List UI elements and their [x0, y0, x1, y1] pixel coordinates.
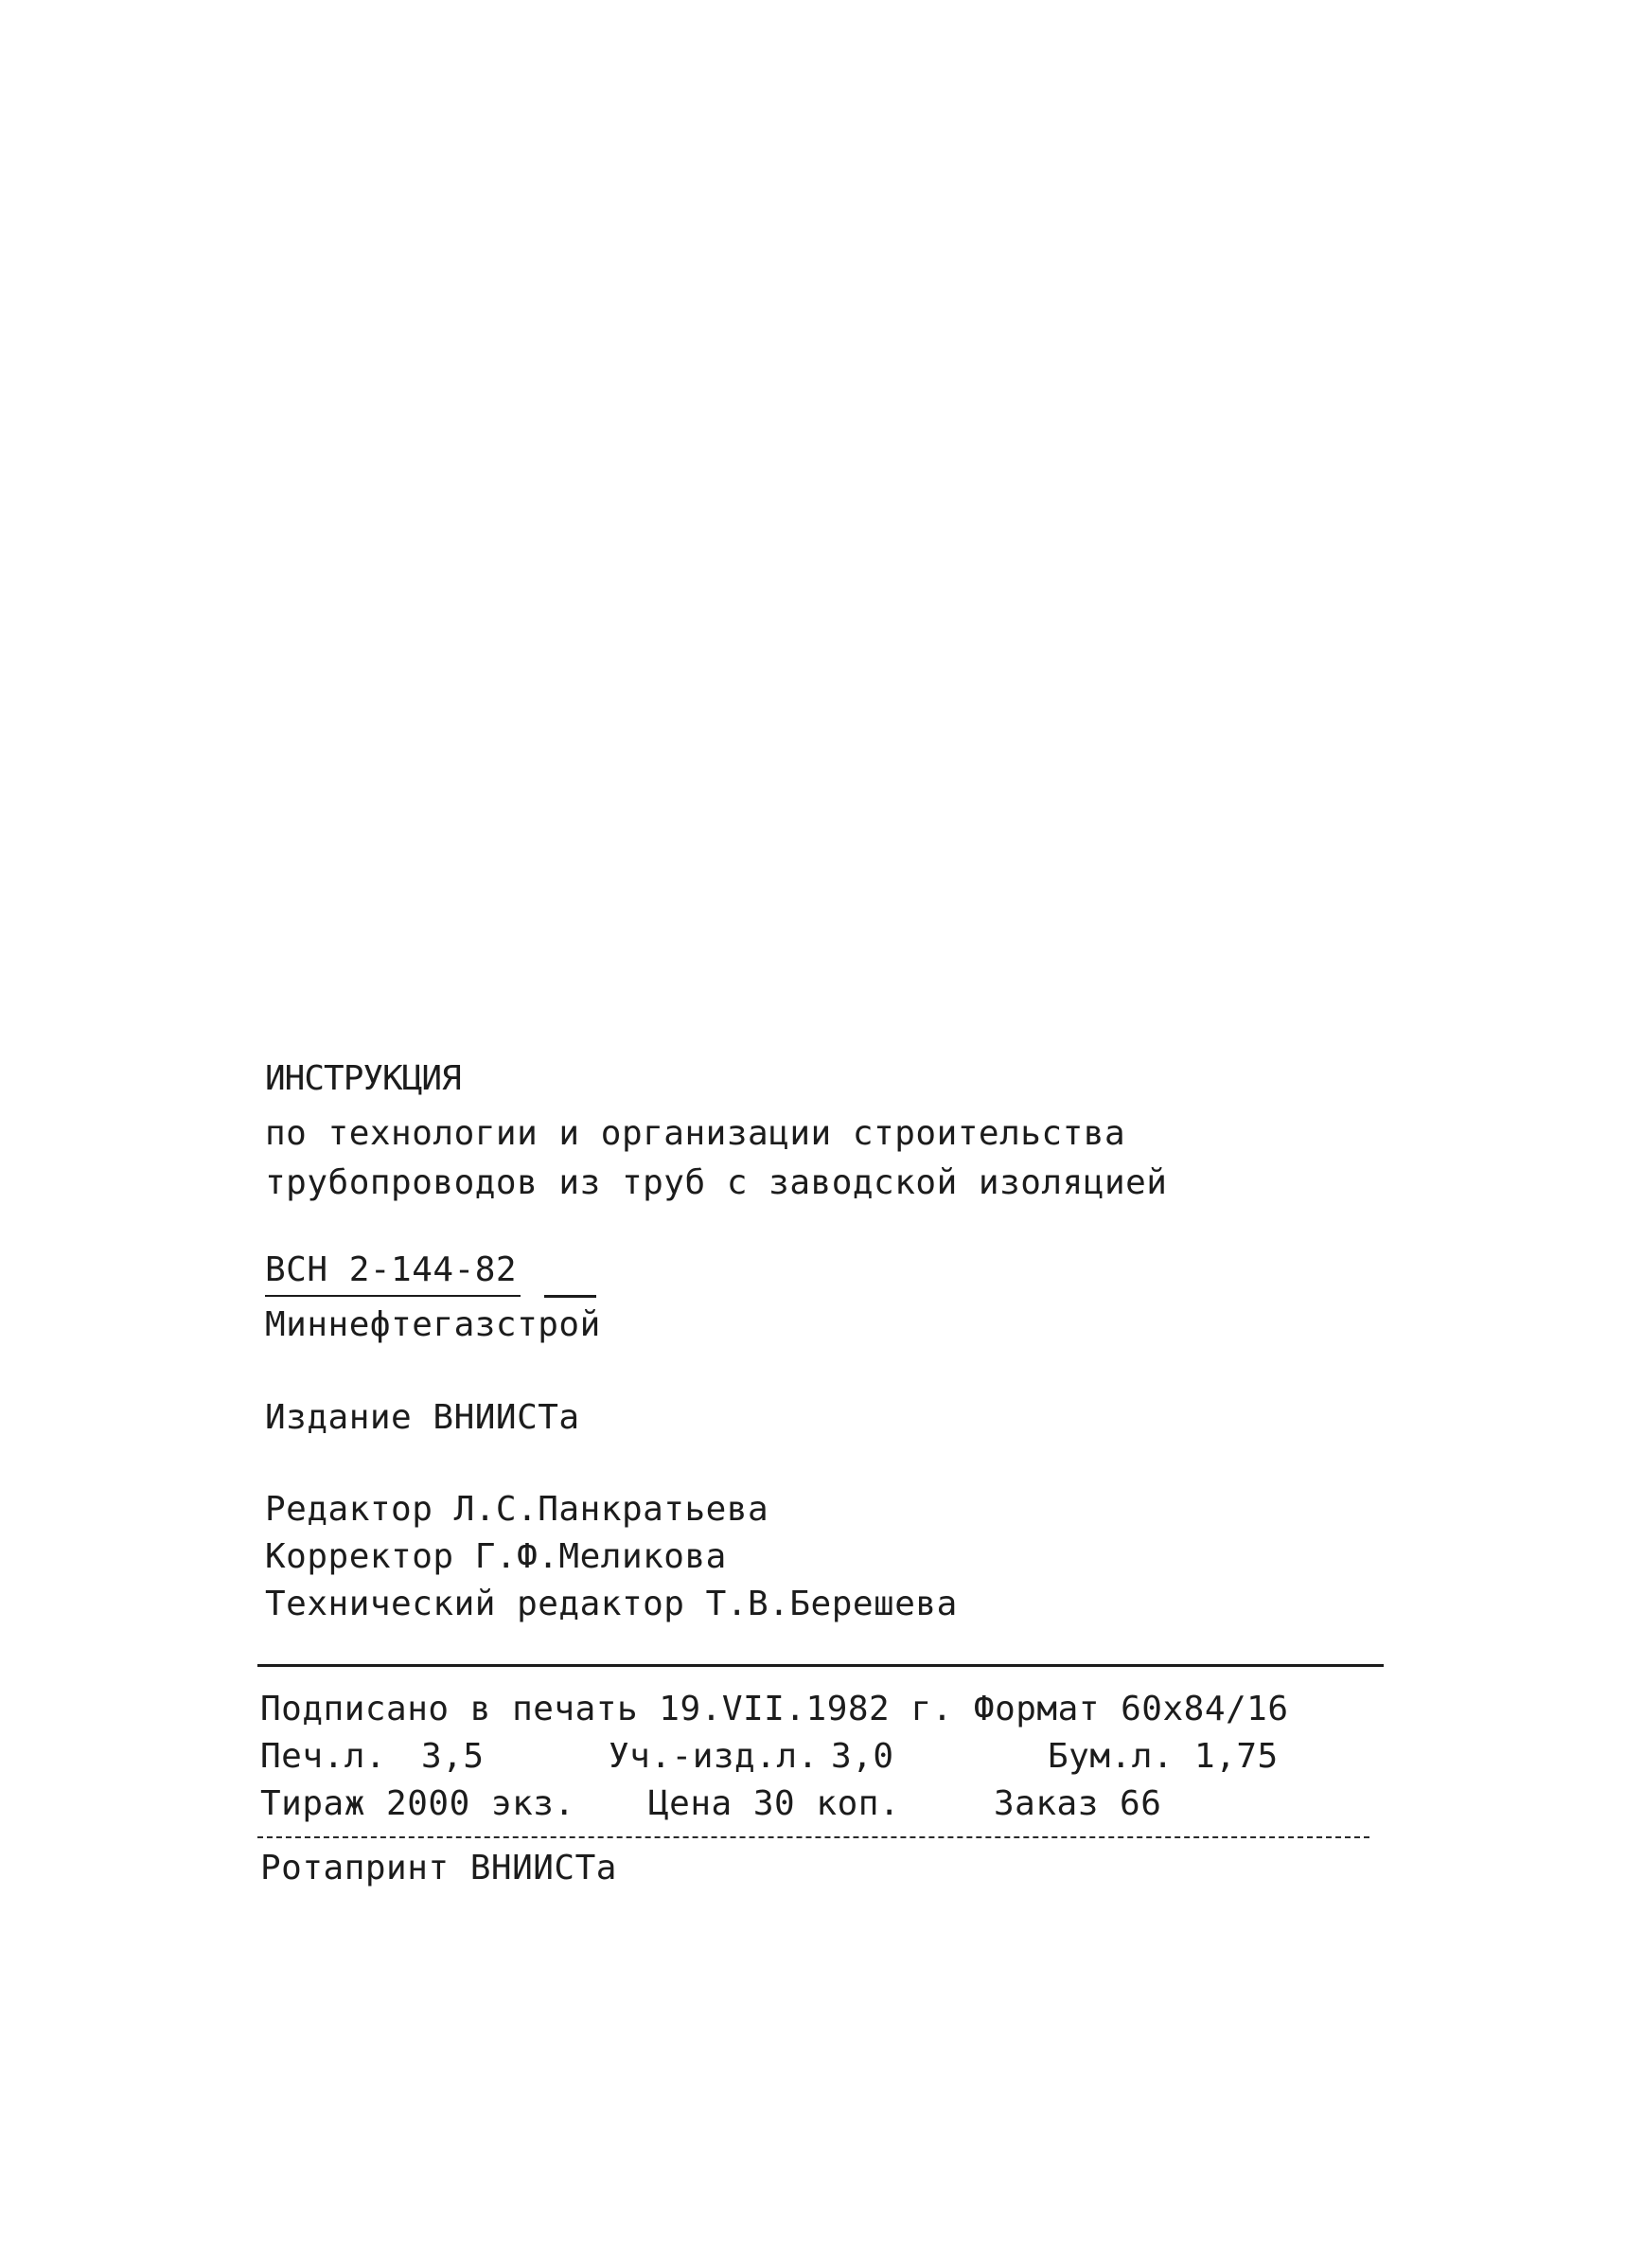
price-value: Цена 30 коп.	[648, 1784, 901, 1823]
paper-sheets-label: Бум.л.	[1048, 1737, 1175, 1776]
printer-line: Ротапринт ВНИИСТа	[260, 1849, 617, 1887]
corrector-line: Корректор Г.Ф.Меликова	[265, 1537, 727, 1576]
printer-divider	[257, 1836, 1369, 1838]
technical-editor-line: Технический редактор Т.В.Берешева	[265, 1585, 958, 1623]
print-sheets-label: Печ.л.	[260, 1737, 387, 1776]
signed-for-print-line: Подписано в печать 19.VII.1982 г. Формат 60х84/16	[260, 1690, 1289, 1728]
paper-sheets-value: 1,75	[1194, 1737, 1279, 1776]
order-value: Заказ 66	[994, 1784, 1162, 1823]
print-sheets-value: 3,5	[421, 1737, 485, 1776]
imprint-divider	[257, 1664, 1384, 1667]
edit-sheets-value: 3,0	[831, 1737, 894, 1776]
document-code: ВСН 2-144-82	[265, 1250, 518, 1289]
ministry-name: Миннефтегазстрой	[265, 1305, 601, 1344]
circulation-value: Тираж 2000 экз.	[260, 1784, 575, 1823]
edit-sheets-label: Уч.-изд.л.	[609, 1737, 819, 1776]
document-subtitle-line-2: трубопроводов из труб с заводской изоляцией	[265, 1163, 1168, 1202]
document-code-underline-tail	[544, 1295, 596, 1298]
document-code-underline	[265, 1295, 521, 1297]
document-subtitle-line-1: по технологии и организации строительства	[265, 1114, 1126, 1153]
document-title: ИНСТРУКЦИЯ	[265, 1059, 461, 1098]
editor-line: Редактор Л.С.Панкратьева	[265, 1490, 769, 1529]
edition-line: Издание ВНИИСТа	[265, 1398, 580, 1437]
